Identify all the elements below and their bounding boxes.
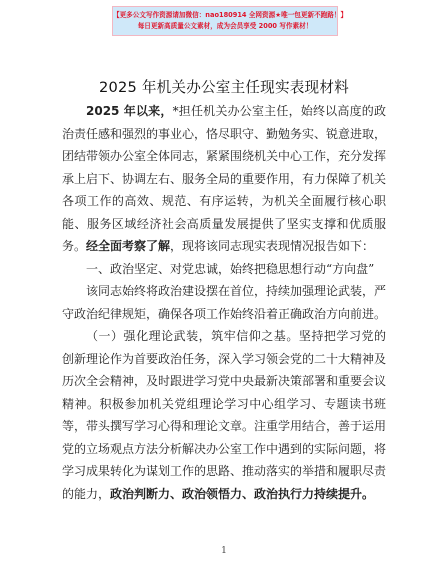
subsection-heading-1: （一）强化理论武装，筑牢信仰之基。	[86, 329, 299, 343]
page-number: 1	[221, 546, 227, 556]
paragraph-theory-bold: 政治判断力、政治领悟力、政治执行力持续提升。	[110, 486, 375, 501]
paragraph-intro	[62, 100, 386, 258]
promo-banner-line1: 【更多公文写作资源请加微信：nao180914 全网资源★唯一包更新不跑路！】	[113, 11, 348, 19]
paragraph-theory-body: 坚持把学习党的创新理论作为首要政治任务，深入学习领会党的二十大精神及历次全会精神，及时跟进学习党中央最新决策部署和重要会议精神。积极参加机关党组理论学习中心组学习、专题读书班等，带头撰写学习心得和理论文章。注重学用结合，善于运用党的立场观点方法分析解决办公室工作中遇到的实际问题，将学习成果转化为谋划工作的思路、推动落实的举措和履职尽责的能力，	[62, 329, 387, 501]
paragraph-intro-bold: 经全面考察了解	[86, 239, 171, 253]
paragraph-intro-body: *担任机关办公室主任，始终以高度的政治责任感和强烈的事业心，恪尽职守、勤勉务实、锐意进取，团结带领办公室全体同志，紧紧围绕机关中心工作，充分发挥承上启下、协调左右、服务全局的重要作用，有力保障了机关各项工作的高效、规范、有序运转，为机关全面履行核心职能、服务区域经济社会高质量发展提供了坚实支撑和优质服务。	[62, 104, 387, 253]
document-body	[62, 100, 386, 505]
promo-banner-line2: 每日更新高质量公文素材，成为会员享受 2000 写作素材！	[137, 22, 313, 30]
paragraph-intro-lead: 2025 年以来，	[86, 104, 173, 118]
paragraph-theory	[62, 325, 386, 505]
section-heading-1: 一、政治坚定、对党忠诚，始终把稳思想行动“方向盘”	[86, 261, 375, 276]
paragraph-political: 该同志始终将政治建设摆在首位，持续加强理论武装，严守政治纪律规矩，确保各项工作始终沿着正确政治方向前进。	[62, 284, 387, 321]
document-title: 2025 年机关办公室主任现实表现材料	[99, 79, 349, 96]
paragraph-intro-tail: ，现将该同志现实表现情况报告如下：	[170, 239, 375, 253]
promo-banner	[112, 6, 348, 36]
